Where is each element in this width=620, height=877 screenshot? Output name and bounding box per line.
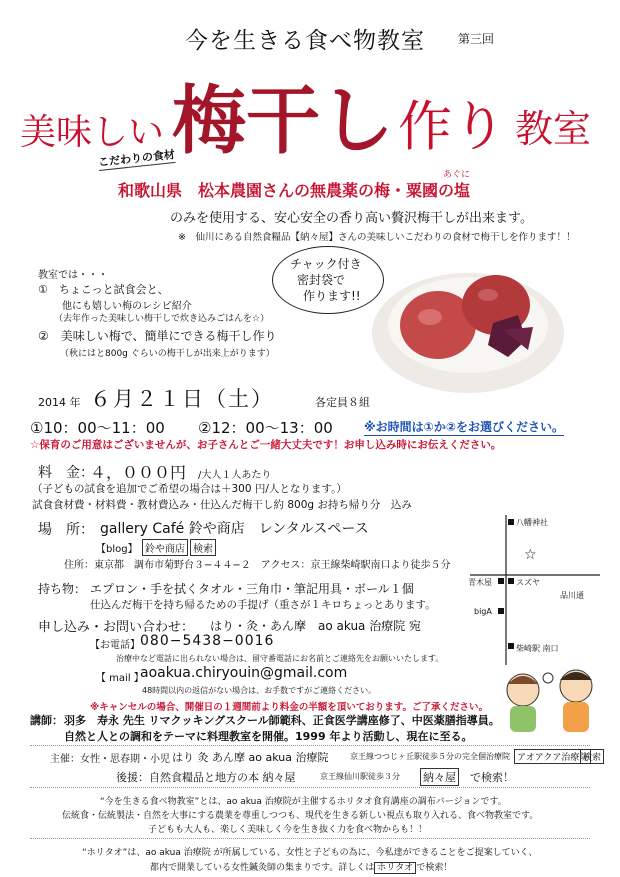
intro-item-2b: （秋にはと800g ぐらいの梅干しが出来上がります） (60, 349, 275, 359)
place-address: 住所：東京都 調布市菊野台３−４４−２ アクセス：京王線柴崎駅南口より徒歩５分 (64, 560, 451, 571)
organizer-search-term: アオアクア治療院 (514, 749, 591, 764)
horitao-line-2c: で検索！ (416, 863, 453, 873)
time-slot-1: ①10：00〜11：00 (30, 419, 165, 437)
intro-item-1c: （去年作った美味しい梅干しで炊き込みごはんを☆） (54, 314, 270, 324)
lecturer-text-2: 自然と人との調和をテーマに料理教室を開催。1999 年より活動し、現在に至る。 (64, 730, 473, 743)
horitao-search-term[interactable]: ホリタオ (374, 862, 416, 874)
umeboshi-photo (368, 245, 598, 395)
map-biga: bigA (474, 607, 492, 616)
fee-includes: 試食食材費・材料費・教材費込み・仕込んだ梅干し約 800g お持ち帰り分 込み (32, 499, 412, 511)
phone-number: 080−5438−0016 (140, 633, 275, 649)
place-name: gallery Café 鈴や商店 レンタルスペース (100, 521, 369, 537)
intro-item-1b: 他にも嬉しい梅のレシピ紹介 (62, 301, 192, 312)
mail-note: 48時間以内の返信がない場合は、お手数ですがご連絡ください。 (142, 686, 377, 695)
feature-note: ※ 仙川にある自然食糧品【納々屋】さんの美味しいこだわりの食材で梅干しを作ります！！ (178, 232, 576, 243)
horitao-line-1: “ホリタオ”は、ao akua 治療院 が所属している、女性と子どもの為に、今私達ができることをご提案していく、 (82, 848, 538, 858)
feature-desc: のみを使用する、安心安全の香り高い贅沢梅干しが出来ます。 (170, 211, 533, 226)
map-store: 青木屋 (468, 578, 492, 587)
title-part-c: 作り (398, 95, 506, 158)
sponsor-search-suffix: で検索！ (470, 771, 514, 784)
lecturer-text: 羽多 寿永 先生 リマクッキングスクール師範科、正食医学講座修了、中医薬膳指導員。 (64, 714, 500, 727)
lecturer-label: 講師： (30, 714, 63, 727)
feature-line: 和歌山県 松本農園さんの無農薬の梅・粟國の塩 (118, 181, 471, 200)
horitao-line-2 (150, 860, 452, 873)
divider-top (30, 745, 590, 746)
sponsor-label: 後援：自然食糧品と地方の本 納々屋 (116, 771, 296, 784)
time-slot-2: ②12：00〜13：00 (198, 419, 333, 437)
horitao-line-2a: 都内で開業している女性鍼灸師の集まりです。詳しくは (150, 863, 375, 873)
bubble-line-2: 密封袋で (297, 273, 346, 287)
organizer-search-button[interactable]: 検索 (580, 749, 604, 764)
date-capacity: 各定員８組 (315, 396, 370, 409)
star-icon: ☆ (524, 547, 537, 563)
fee-child: （子どもの試食を追加でご希望の場合は＋300 円/人となります。） (32, 483, 347, 495)
about-line-1: “今を生きる食べ物教室”とは、ao akua 治療院が主催するホリタオ食育講座の調布バージョンです。 (100, 797, 507, 807)
time-choose-note: ※お時間は①か②をお選びください。 (364, 420, 564, 434)
belongings-label: 持ち物： (38, 582, 87, 596)
date-day: ６月２１日（土） (90, 387, 274, 411)
phone-note: 治療中など電話に出られない場合は、留守番電話にお名前とご連絡先をお願いいたします。 (116, 654, 444, 663)
feature-ruby: あぐに (443, 170, 471, 180)
sponsor-search-term: 納々屋 (420, 768, 459, 786)
organizer-name: はり 灸 あん摩 ao akua 治療院 (172, 751, 329, 764)
blog-search-term: 鈴や商店 (142, 539, 188, 556)
blog-label: 【blog】 (96, 544, 138, 555)
divider-mid (30, 787, 590, 788)
contact-name: はり・灸・あん摩 ao akua 治療院 宛 (210, 619, 422, 633)
bubble-line-3: 作ります!! (303, 289, 361, 303)
intro-item-1: ① ちょこっと試食会と、 (38, 283, 169, 296)
cancel-note: ※キャンセルの場合、開催日の１週間前より料金の半額を頂いております。ご了承ください。 (90, 702, 488, 713)
map-suzuya: スズヤ (516, 578, 540, 587)
map-station: 柴崎駅 南口 (516, 644, 559, 653)
divider-bottom (30, 838, 590, 839)
map-street: 品川通 (560, 591, 584, 600)
mail-address[interactable]: aoakua.chiryouin@gmail.com (140, 665, 348, 681)
intro-item-2: ② 美味しい梅で、簡単にできる梅干し作り (38, 329, 277, 343)
fee-per: /大人１人あたり (198, 470, 272, 481)
intro-lead: 教室では・・・ (38, 270, 108, 281)
date-year: 2014 年 (38, 396, 81, 409)
fee-amount: ４，０００円 (90, 463, 187, 482)
about-line-2: 伝統食・伝統製法・自然を大事にする農業を尊重しつつも、現代を生きる新しい視点も取り入れる、食べ物教室です。 (62, 811, 539, 821)
title-part-b: 梅干し (172, 78, 394, 164)
belongings-items: エプロン・手を拭くタオル・三角巾・筆記用具・ボール１個 (90, 582, 414, 596)
map-shrine: 八幡神社 (516, 518, 548, 527)
title-part-a: 美味しい (20, 112, 165, 153)
feature-tag: こだわりの食材 (97, 148, 176, 169)
title-part-d: 教室 (515, 107, 592, 151)
organizer-label: 主催：女性・思春期・小児 (50, 754, 170, 765)
sponsor-note: 京王線仙川駅徒歩３分 (320, 772, 400, 781)
place-label: 場 所： (38, 522, 94, 538)
mail-label: 【 mail 】 (96, 673, 144, 684)
round-label: 第三回 (458, 32, 495, 46)
kids-illustration (488, 660, 608, 735)
organizer-note: 京王線つつじヶ丘駅徒歩５分の完全個治療院 (350, 752, 510, 761)
belongings-note: 仕込んだ梅干を持ち帰るための手提げ（重さが１キロちょっとあります。 (90, 599, 436, 611)
bubble-line-1: チャック付き (290, 257, 362, 271)
contact-label: 申し込み・お問い合わせ： (38, 620, 195, 635)
childcare-note: ☆保育のご用意はございませんが、お子さんとご一緒大丈夫です！お申し込み時にお伝えください。 (30, 439, 502, 451)
about-line-3: 子どもも大人も、楽しく美味しく今を生き抜く力を食べ物からも！！ (148, 825, 428, 835)
phone-label: 【お電話】 (90, 640, 140, 651)
fee-label: 料 金： (38, 465, 94, 481)
series-title: 今を生きる食べ物教室 (185, 28, 425, 54)
blog-search-button[interactable]: 検索 (190, 539, 216, 556)
